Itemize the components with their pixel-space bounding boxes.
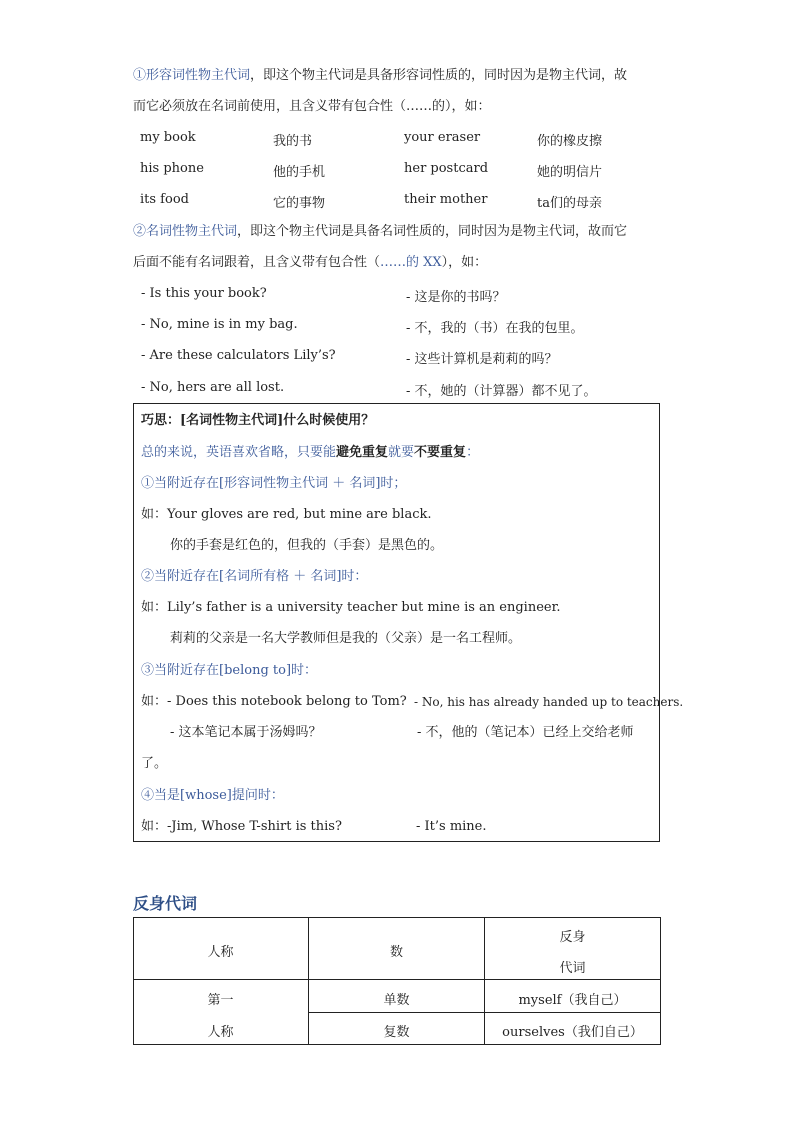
tip-case-3: ③当附近存在[belong to]时： [141, 663, 318, 678]
example-label: 如： [141, 507, 168, 522]
dialogue-en: - No, hers are all lost. [141, 380, 285, 395]
example-en: my book [140, 130, 196, 145]
tip-case-4-answer: - It’s mine. [416, 819, 487, 834]
example-en: his phone [140, 161, 204, 176]
tip-case-3-translation-a: - 不，他的（笔记本）已经上交给老师 [417, 725, 634, 740]
table-border [133, 979, 661, 980]
intro1-line2: 而它必须放在名词前使用，且含义带有包合性（……的），如： [133, 99, 491, 114]
tip-case-3-translation-tail: 了。 [141, 756, 168, 771]
adj-possessive-term: ①形容词性物主代词 [133, 68, 251, 83]
header-number: 数 [389, 945, 403, 960]
intro1-text: ，即这个物主代词是具备形容词性质的，同时因为是物主代词，故 [250, 68, 628, 83]
header-reflexive-line2: 代词 [559, 961, 586, 976]
tip-summary-d: 不要重复 [414, 445, 467, 460]
tip-case-1: ①当附近存在[形容词性物主代词 ＋ 名词]时； [141, 476, 407, 491]
number-singular: 单数 [383, 993, 410, 1008]
table-border [660, 917, 661, 1045]
reflexive-plural: ourselves（我们自己） [502, 1025, 643, 1040]
dialogue-cn: - 不，我的（书）在我的包里。 [406, 321, 584, 336]
example-en: its food [140, 192, 189, 207]
tip-summary [141, 445, 479, 461]
dialogue-cn: - 不，她的（计算器）都不见了。 [406, 384, 597, 399]
example-cn: 他的手机 [273, 165, 326, 180]
dialogue-cn: - 这是你的书吗？ [406, 290, 506, 305]
adj-possessive-intro [133, 68, 627, 84]
intro2-line2 [133, 255, 487, 271]
header-person: 人称 [207, 945, 234, 960]
dialogue-cn: - 这些计算机是莉莉的吗？ [406, 352, 558, 367]
noun-possessive-intro [133, 224, 627, 240]
example-cn: 她的明信片 [537, 165, 603, 180]
example-cn: 我的书 [273, 134, 313, 149]
dialogue-en: - Are these calculators Lily’s? [141, 348, 336, 363]
tip-summary-c: 就要 [388, 445, 415, 460]
intro2-highlight: ……的 XX [380, 255, 442, 270]
dialogue-en: - Is this your book? [141, 286, 267, 301]
example-en: your eraser [404, 130, 481, 145]
example-en: Lily’s father is a university teacher but mine is an engineer. [167, 600, 561, 615]
tip-case-4: ④当是[whose]提问时： [141, 788, 284, 803]
intro2-text: ，即这个物主代词是具备名词性质的，同时因为是物主代词，故而它 [237, 224, 628, 239]
example-label: 如： [141, 600, 168, 615]
tip-case-2: ②当附近存在[名词所有格 ＋ 名词]时： [141, 569, 368, 584]
tip-case-4-example [141, 819, 342, 835]
tip-case-3-translation-q: - 这本笔记本属于汤姆吗？ [170, 725, 322, 740]
tip-case-1-translation: 你的手套是红色的，但我的（手套）是黑色的。 [170, 538, 444, 553]
section-title: 反身代词 [133, 894, 198, 913]
row-label-top: 第一 [207, 993, 234, 1008]
table-border [133, 917, 661, 918]
number-plural: 复数 [383, 1025, 410, 1040]
tip-case-2-example [141, 600, 561, 616]
example-en: her postcard [404, 161, 489, 176]
example-en: - Does this notebook belong to Tom? [167, 694, 407, 709]
header-reflexive-line1: 反身 [559, 930, 586, 945]
intro2-text-c: ），如： [441, 255, 488, 270]
example-cn: ta们的母亲 [537, 196, 602, 211]
noun-possessive-term: ②名词性物主代词 [133, 224, 238, 239]
example-en: their mother [404, 192, 488, 207]
example-cn: 你的橡皮擦 [537, 134, 603, 149]
example-en: Your gloves are red, but mine are black. [167, 507, 432, 522]
row-label-bottom: 人称 [207, 1025, 234, 1040]
reflexive-table [133, 917, 661, 1045]
tip-title: 巧思：[名词性物主代词]什么时候使用？ [141, 413, 375, 428]
example-label: 如： [141, 819, 168, 834]
tip-case-2-translation: 莉莉的父亲是一名大学教师但是我的（父亲）是一名工程师。 [170, 631, 522, 646]
dialogue-en: - No, mine is in my bag. [141, 317, 298, 332]
tip-case-3-answer: - No, his has already handed up to teachers. [414, 695, 684, 709]
reflexive-singular: myself（我自己） [518, 993, 627, 1008]
example-cn: 它的事物 [273, 196, 326, 211]
tip-summary-a: 总的来说，英语喜欢省略，只要能 [141, 445, 337, 460]
example-en: -Jim, Whose T-shirt is this? [167, 819, 342, 834]
tip-summary-e: ： [466, 445, 480, 460]
example-label: 如： [141, 694, 168, 709]
tip-case-3-example [141, 694, 407, 710]
tip-box [133, 403, 660, 842]
table-border [133, 1044, 661, 1045]
tip-summary-b: 避免重复 [336, 445, 389, 460]
intro2-text-a: 后面不能有名词跟着，且含义带有包合性（ [133, 255, 381, 270]
tip-case-1-example [141, 507, 432, 523]
